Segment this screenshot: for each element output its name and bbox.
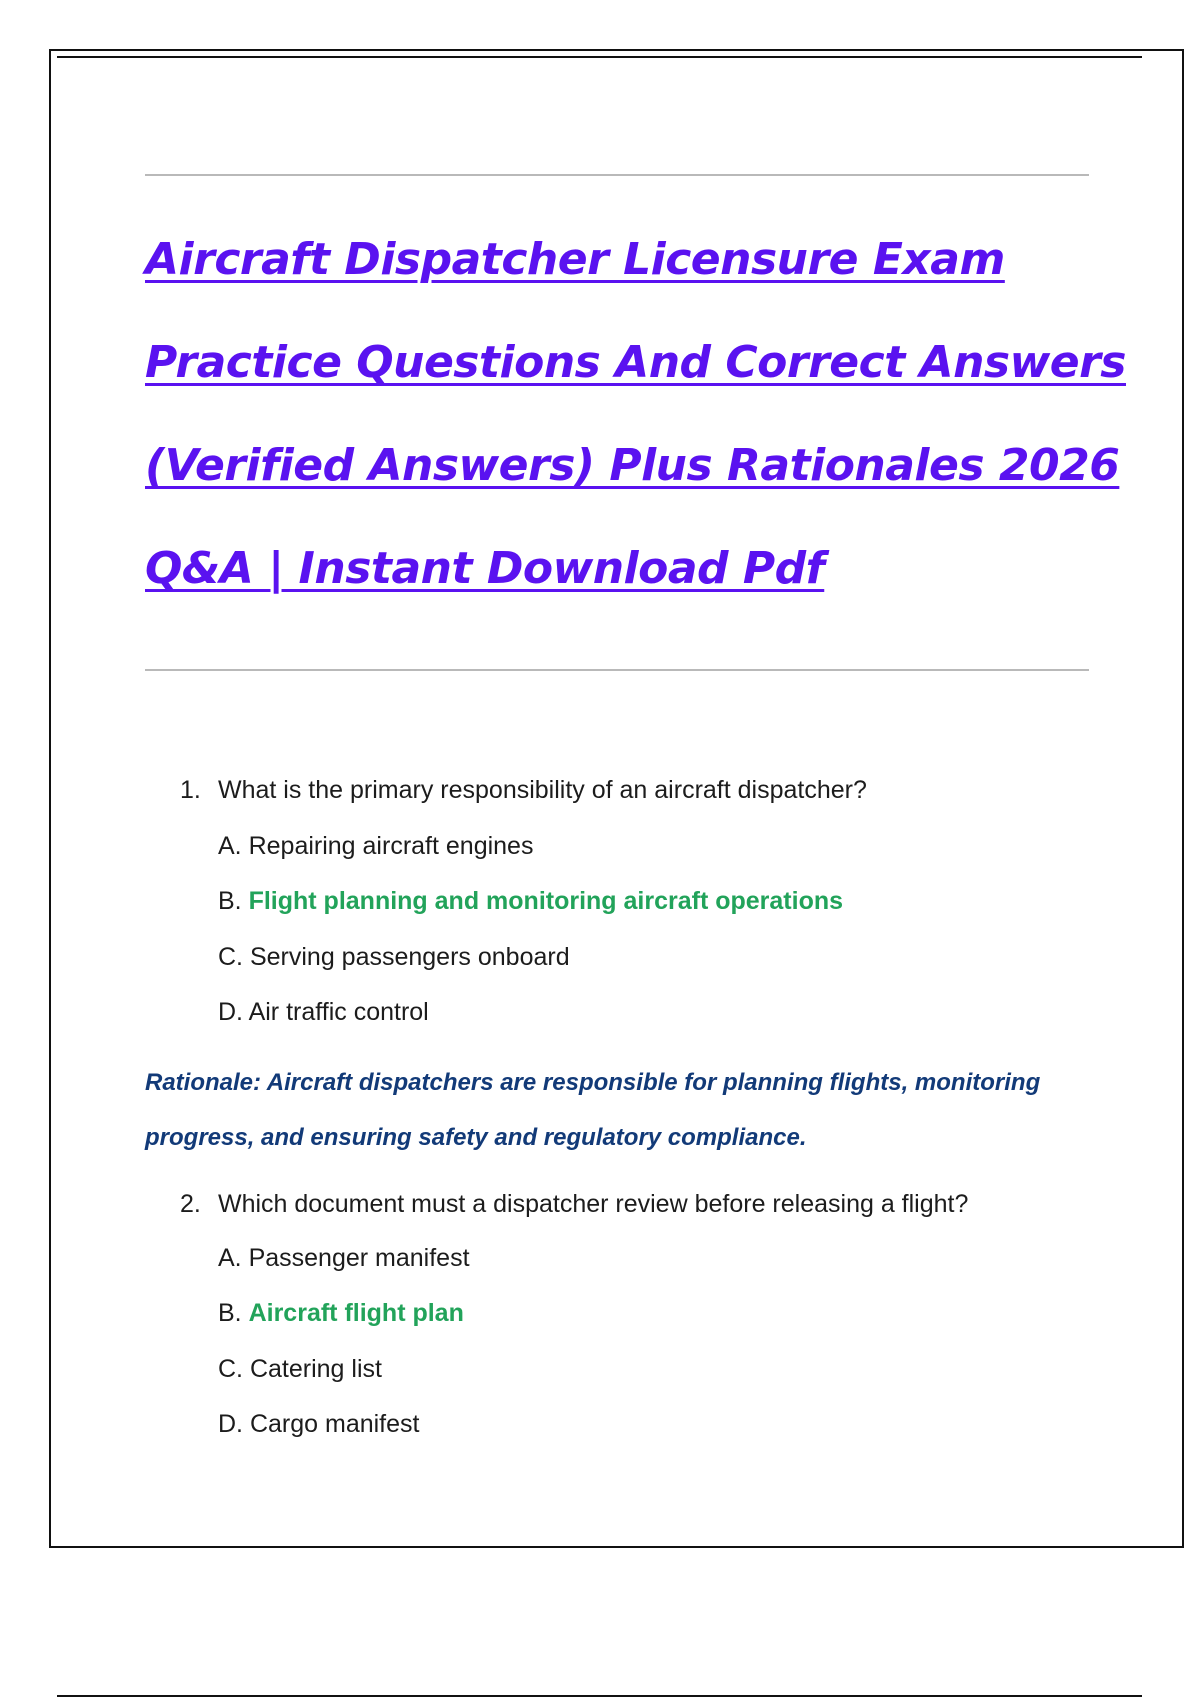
- question-number: 1.: [180, 776, 201, 804]
- option-d: D. Air traffic control: [218, 998, 429, 1026]
- question-1: [180, 776, 867, 805]
- option-b-correct: B. Aircraft flight plan: [218, 1299, 464, 1327]
- option-a: A. Passenger manifest: [218, 1244, 470, 1272]
- question-text: What is the primary responsibility of an aircraft dispatcher?: [218, 776, 867, 804]
- option-b-correct: B. Flight planning and monitoring aircraft operations: [218, 887, 844, 915]
- question-text: Which document must a dispatcher review before releasing a flight?: [218, 1190, 969, 1218]
- title-line-1[interactable]: Aircraft Dispatcher Licensure Exam: [145, 234, 1005, 285]
- top-rule: [57, 56, 1142, 58]
- question-number: 2.: [180, 1190, 201, 1218]
- option-a: A. Repairing aircraft engines: [218, 832, 534, 860]
- option-d: D. Cargo manifest: [218, 1410, 420, 1438]
- document-title[interactable]: [145, 208, 1126, 620]
- title-bottom-divider: [145, 669, 1089, 671]
- title-line-2[interactable]: Practice Questions And Correct Answers: [145, 337, 1126, 388]
- title-line-4[interactable]: Q&A | Instant Download Pdf: [145, 543, 825, 594]
- option-c: C. Serving passengers onboard: [218, 943, 570, 971]
- next-page-rule: [57, 1695, 1142, 1697]
- question-2: [180, 1190, 968, 1219]
- correct-answer: Aircraft flight plan: [248, 1299, 464, 1327]
- title-top-divider: [145, 174, 1089, 176]
- correct-answer: Flight planning and monitoring aircraft operations: [248, 887, 844, 915]
- title-line-3[interactable]: (Verified Answers) Plus Rationales 2026: [145, 440, 1120, 491]
- option-c: C. Catering list: [218, 1355, 382, 1383]
- rationale: Rationale: Aircraft dispatchers are responsible for planning flights, monitoring progress, and ensuring safety and regulatory compliance.: [145, 1069, 1041, 1151]
